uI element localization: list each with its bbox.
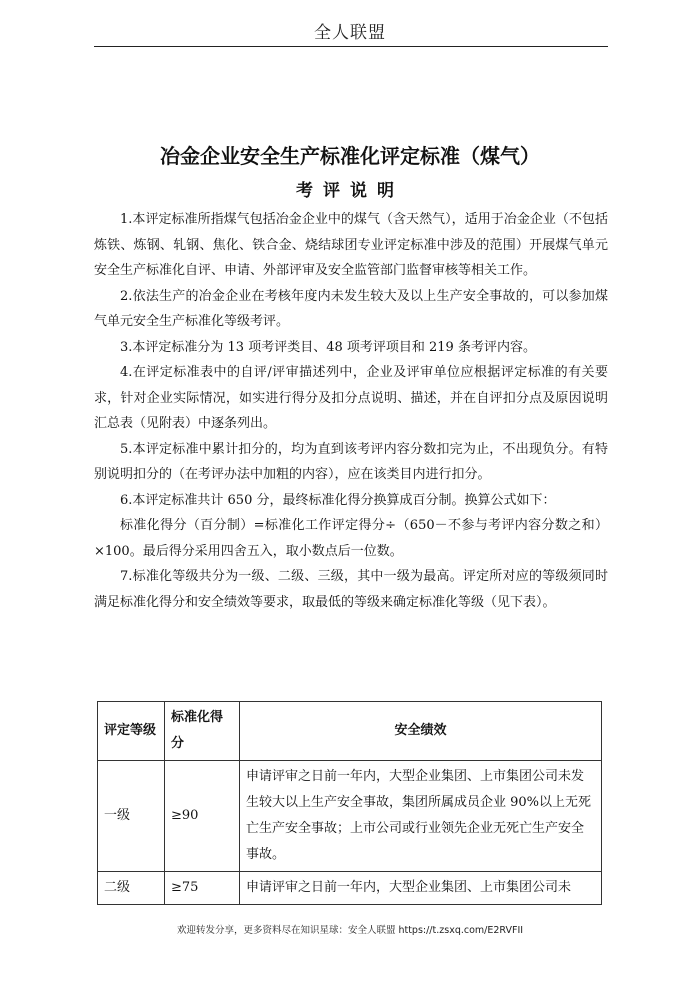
paragraph: 1.本评定标准所指煤气包括冶金企业中的煤气（含天然气），适用于冶金企业（不包括炼铁、炼钢、轧钢、焦化、铁合金、烧结球团专业评定标准中涉及的范围）开展煤气单元安全生产标准化自评、申请、外部评审及安全监管部门监督审核等相关工作。 [94, 212, 608, 278]
document-body [94, 207, 608, 615]
paragraph: 3.本评定标准分为 13 项考评类目、48 项考评项目和 219 条考评内容。 [120, 339, 536, 355]
cell-score: ≥90 [165, 761, 240, 872]
cell-level: 二级 [98, 872, 165, 905]
paragraph: 4.在评定标准表中的自评/评审描述列中，企业及评审单位应根据评定标准的有关要求，针对企业实际情况，如实进行得分及扣分点说明、描述，并在自评扣分点及原因说明汇总表（见附表）中逐条列出。 [94, 365, 608, 431]
paragraph: 标准化得分（百分制）=标准化工作评定得分÷（650－不参与考评内容分数之和）×100。最后得分采用四舍五入，取小数点后一位数。 [94, 518, 608, 559]
header-divider [94, 46, 608, 47]
header-level: 评定等级 [98, 702, 165, 761]
page-footer: 欢迎转发分享，更多资料尽在知识星球：安全人联盟 https://t.zsxq.com/E2RVFII [176, 925, 524, 936]
paragraph: 2.依法生产的冶金企业在考核年度内未发生较大及以上生产安全事故的，可以参加煤气单元安全生产标准化等级考评。 [94, 288, 608, 329]
document-title: 冶金企业安全生产标准化评定标准（煤气） [160, 144, 540, 168]
header-score: 标准化得分 [165, 702, 240, 761]
document-subtitle: 考评说明 [296, 181, 404, 201]
paragraph: 6.本评定标准共计 650 分，最终标准化得分换算成百分制。换算公式如下： [120, 492, 556, 508]
paragraph: 7.标准化等级共分为一级、二级、三级，其中一级为最高。评定所对应的等级须同时满足标准化得分和安全绩效等要求，取最低的等级来确定标准化等级（见下表）。 [94, 569, 608, 610]
cell-score: ≥75 [165, 872, 240, 905]
cell-performance: 申请评审之日前一年内，大型企业集团、上市集团公司未 [240, 872, 602, 905]
cell-performance: 申请评审之日前一年内，大型企业集团、上市集团公司未发生较大以上生产安全事故，集团所属成员企业 90%以上无死亡生产安全事故；上市公司或行业领先企业无死亡生产安全事故。 [240, 761, 602, 872]
table-row [98, 761, 602, 872]
header-performance: 安全绩效 [240, 702, 602, 761]
grade-table [97, 701, 602, 905]
table-row [98, 872, 602, 905]
page-header-brand: 全人联盟 [314, 23, 386, 43]
table-header-row [98, 702, 602, 761]
paragraph: 5.本评定标准中累计扣分的，均为直到该考评内容分数扣完为止，不出现负分。有特别说明扣分的（在考评办法中加粗的内容），应在该类目内进行扣分。 [94, 441, 608, 482]
cell-level: 一级 [98, 761, 165, 872]
